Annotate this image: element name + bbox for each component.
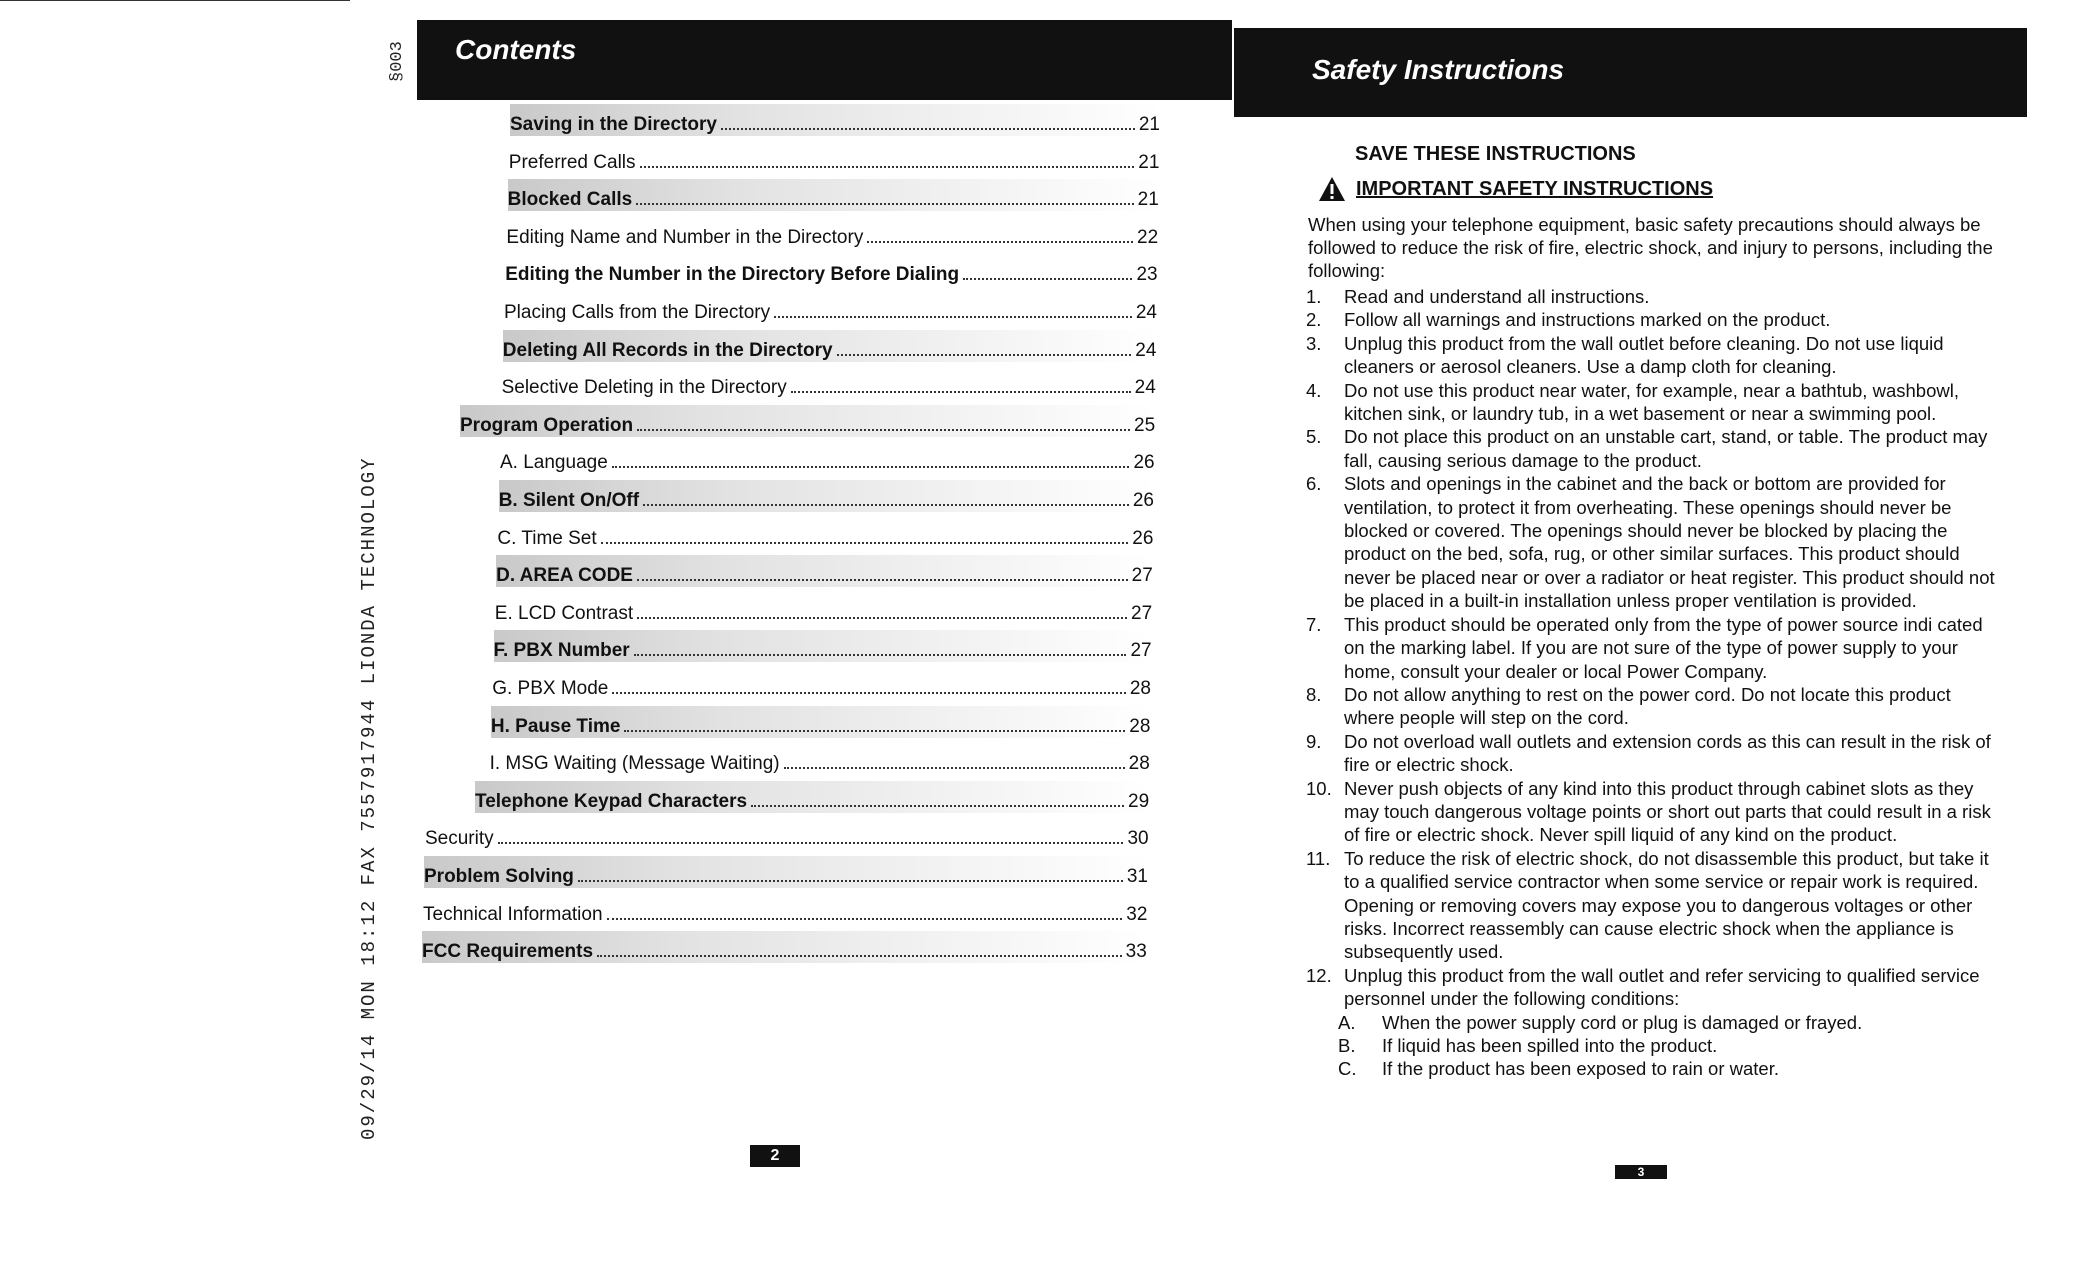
toc-entry-label: Preferred Calls	[508, 151, 636, 173]
toc-leader-dots	[963, 278, 1132, 280]
safety-item-text: Unplug this product from the wall outlet and refer servicing to qualified service personnel under the following conditions:	[1344, 964, 1980, 1010]
toc-entry	[505, 254, 1157, 286]
toc-entry	[499, 480, 1154, 512]
safety-sub-item-text: If liquid has been spilled into the product.	[1382, 1035, 1718, 1056]
toc-entry-page: 29	[1128, 790, 1150, 812]
safety-item-number: 11.	[1306, 847, 1331, 869]
safety-item-text: Do not overload wall outlets and extension cords as this can result in the risk of fire or electric shock.	[1344, 730, 1991, 776]
toc-entry	[490, 743, 1150, 775]
toc-leader-dots	[637, 579, 1128, 581]
toc-entry	[504, 292, 1157, 324]
safety-item	[1306, 332, 1998, 379]
toc-leader-dots	[791, 391, 1131, 393]
toc-entry-label: Saving in the Directory	[510, 114, 717, 135]
toc-entry-label: E. LCD Contrast	[494, 602, 634, 624]
safety-item	[1306, 613, 1998, 683]
safety-item-number: 3.	[1306, 332, 1322, 354]
toc-leader-dots	[867, 241, 1133, 243]
toc-entry	[492, 668, 1151, 700]
safety-item-text: Never push objects of any kind into this product through cabinet slots as they may touch dangerous voltage points or short out parts that could result in a risk of fire or electric shock. Never spill liquid of any kind on the product.	[1344, 777, 1991, 846]
toc-entry-page: 28	[1128, 753, 1150, 775]
safety-item-number: 6.	[1306, 473, 1322, 495]
toc-entry-page: 28	[1129, 715, 1151, 737]
toc-entry-label: F. PBX Number	[493, 640, 630, 662]
toc-entry-page: 26	[1132, 490, 1154, 511]
toc-entry-label: G. PBX Mode	[492, 678, 609, 699]
toc-entry-page: 33	[1125, 941, 1147, 963]
toc-entry-label: Placing Calls from the Directory	[504, 302, 771, 323]
toc-entry	[503, 330, 1157, 362]
safety-item-number: 12.	[1306, 964, 1332, 986]
safety-item-number: 10.	[1306, 777, 1332, 799]
toc-entry-label: Editing the Number in the Directory Before Dialing	[505, 264, 960, 286]
safety-item-number: 4.	[1306, 379, 1322, 401]
toc-entry-page: 27	[1131, 602, 1153, 624]
important-safety-heading	[1318, 176, 1713, 202]
safety-sub-item-letter: A.	[1338, 1011, 1356, 1033]
toc-entry	[497, 518, 1153, 550]
toc-entry-page: 23	[1136, 264, 1158, 286]
toc-entry	[423, 894, 1147, 926]
contents-title: Contents	[455, 34, 577, 65]
toc-entry-label: A. Language	[500, 452, 608, 474]
safety-item	[1306, 777, 1998, 847]
safety-item	[1306, 379, 1998, 426]
safety-item	[1306, 308, 1998, 331]
toc-entry-label: Telephone Keypad Characters	[475, 790, 748, 812]
toc-leader-dots	[637, 617, 1127, 619]
toc-entry	[424, 856, 1148, 888]
safety-item-text: Unplug this product from the wall outlet before cleaning. Do not use liquid cleaners or aerosol cleaners. Use a damp cloth for cleaning.	[1344, 332, 1944, 378]
toc-entry-page: 31	[1126, 866, 1148, 887]
safety-item-number: 8.	[1306, 683, 1322, 705]
toc-entry-label: C. Time Set	[497, 527, 597, 549]
toc-entry	[506, 217, 1158, 249]
warning-icon	[1318, 176, 1346, 202]
toc-leader-dots	[784, 767, 1125, 769]
safety-intro: When using your telephone equipment, basic safety precautions should always be followed to reduce the risk of fire, electric shock, and injury to persons, including the following:	[1308, 214, 1993, 281]
toc-leader-dots	[637, 429, 1130, 431]
safety-sub-item	[1338, 1057, 1998, 1080]
toc-leader-dots	[643, 504, 1129, 506]
toc-entry-label: Security	[425, 828, 494, 850]
safety-item	[1306, 847, 1998, 964]
safety-list	[1306, 285, 1998, 1081]
safety-item-text: Do not use this product near water, for example, near a bathtub, washbowl, kitchen sink, or laundry tub, in a wet basement or near a swimming pool.	[1344, 379, 1959, 425]
toc-entry-label: Deleting All Records in the Directory	[502, 339, 833, 361]
toc-leader-dots	[634, 654, 1127, 656]
safety-item-text: Read and understand all instructions.	[1344, 286, 1650, 307]
toc-leader-dots	[774, 316, 1132, 318]
toc-leader-dots	[837, 354, 1132, 356]
important-heading-label: IMPORTANT SAFETY INSTRUCTIONS	[1356, 177, 1714, 200]
toc-leader-dots	[498, 842, 1124, 844]
toc-entry-page: 27	[1131, 565, 1153, 587]
safety-sub-item-letter: B.	[1338, 1035, 1356, 1056]
safety-item	[1306, 425, 1998, 472]
toc-entry-page: 26	[1133, 452, 1155, 474]
safety-sub-item	[1338, 1011, 1998, 1034]
safety-title: Safety Instructions	[1312, 54, 1565, 85]
toc-entry	[500, 442, 1155, 474]
toc-entry	[509, 142, 1160, 174]
toc-entry-label: Problem Solving	[424, 866, 574, 887]
toc-entry-label: Selective Deleting in the Directory	[501, 377, 787, 399]
toc-entry-page: 24	[1135, 302, 1157, 323]
safety-item-number: 9.	[1306, 730, 1322, 752]
safety-item	[1306, 472, 1998, 612]
page-number-right: 3	[1615, 1165, 1667, 1179]
toc-entry-label: FCC Requirements	[422, 941, 594, 963]
safety-item-number: 1.	[1306, 286, 1322, 307]
toc-entry-label: I. MSG Waiting (Message Waiting)	[489, 753, 780, 775]
toc-entry-page: 28	[1129, 678, 1151, 699]
toc-leader-dots	[612, 692, 1125, 694]
toc-leader-dots	[612, 466, 1130, 468]
toc-entry-page: 25	[1134, 414, 1156, 436]
toc-entry	[495, 593, 1152, 625]
toc-entry-label: Technical Information	[423, 903, 603, 925]
toc-entry	[496, 555, 1153, 587]
toc-entry-label: Blocked Calls	[507, 189, 633, 211]
safety-item-text: Do not place this product on an unstable cart, stand, or table. The product may fall, causing serious damage to the product.	[1344, 426, 1988, 471]
toc-leader-dots	[624, 730, 1125, 732]
toc-entry-page: 27	[1130, 640, 1152, 662]
toc-entry-page: 24	[1134, 377, 1156, 399]
toc-entry	[494, 630, 1152, 662]
safety-item-number: 7.	[1306, 613, 1322, 635]
toc-entry-page: 30	[1127, 828, 1149, 850]
safety-sub-item	[1338, 1034, 1998, 1057]
safety-sub-item-text: If the product has been exposed to rain or water.	[1382, 1058, 1779, 1080]
toc-entry	[508, 179, 1159, 211]
toc-leader-dots	[721, 128, 1135, 130]
toc-entry	[475, 781, 1149, 813]
toc-entry-label: B. Silent On/Off	[498, 490, 640, 511]
safety-item	[1306, 683, 1998, 730]
fax-page-marker: §003	[388, 41, 407, 82]
toc-entry	[460, 405, 1155, 437]
toc-entry-label: Editing Name and Number in the Directory	[506, 226, 864, 248]
safety-item-number: 5.	[1306, 426, 1322, 448]
safety-item-text: This product should be operated only from the type of power source indi cated on the marking label. If you are not sure of the type of power supply to your home, consult your dealer or local Power Company.	[1344, 613, 1983, 682]
toc-entry	[491, 706, 1151, 738]
safety-item	[1306, 964, 1998, 1011]
toc-leader-dots	[601, 542, 1129, 544]
toc-leader-dots	[578, 880, 1123, 882]
page-number-left: 2	[750, 1145, 800, 1167]
toc-entry-label: H. Pause Time	[490, 715, 621, 737]
toc-entry-page: 21	[1138, 151, 1160, 173]
top-rule	[0, 0, 350, 1]
toc-entry	[422, 931, 1147, 963]
safety-item	[1306, 730, 1998, 777]
contents-header	[417, 20, 1232, 100]
safety-item-text: To reduce the risk of electric shock, do not disassemble this product, but take it to a qualified service contractor when some service or repair work is required. Opening or removing covers may expose you to dangerous voltages or other risks. Incorrect reassembly can cause electric shock when the appliance is subsequently used.	[1344, 847, 1989, 963]
safety-item-text: Do not allow anything to rest on the power cord. Do not locate this product where people will step on the cord.	[1344, 683, 1951, 729]
toc-entry-page: 21	[1138, 114, 1160, 135]
safety-item	[1306, 285, 1998, 308]
toc-entry	[425, 818, 1149, 850]
toc-leader-dots	[751, 805, 1124, 807]
toc-entry-page: 21	[1137, 189, 1159, 211]
safety-item-text: Slots and openings in the cabinet and the back or bottom are provided for ventilation, to protect it from overheating. These openings should never be blocked or covered. The openings should never be blocked by placing the product on the bed, sofa, rug, or other similar surfaces. This product should never be placed near or over a radiator or heat register. This product should not be placed in a built-in installation unless proper ventilation is provided.	[1344, 473, 1995, 612]
toc-leader-dots	[597, 955, 1122, 957]
toc-entry	[502, 367, 1156, 399]
toc-leader-dots	[640, 166, 1135, 168]
safety-header	[1232, 28, 2027, 117]
save-instructions-heading: SAVE THESE INSTRUCTIONS	[1355, 143, 1636, 165]
safety-item-number: 2.	[1306, 309, 1322, 331]
safety-sub-item-text: When the power supply cord or plug is damaged or frayed.	[1382, 1011, 1863, 1033]
toc-entry-label: Program Operation	[460, 414, 634, 436]
safety-sub-item-letter: C.	[1338, 1058, 1357, 1080]
toc-entry-page: 24	[1135, 339, 1157, 361]
toc-leader-dots	[607, 918, 1123, 920]
toc-entry-label: D. AREA CODE	[496, 565, 633, 587]
safety-item-text: Follow all warnings and instructions marked on the product.	[1344, 309, 1831, 331]
toc-entry	[510, 104, 1160, 136]
toc-entry-page: 26	[1132, 527, 1154, 549]
toc-entry-page: 22	[1137, 226, 1159, 248]
fax-header-line: 09/29/14 MON 18:12 FAX 7557917944 LIONDA TECHNOLOGY	[358, 456, 380, 1140]
toc-entry-page: 32	[1126, 903, 1148, 925]
toc-leader-dots	[636, 203, 1133, 205]
